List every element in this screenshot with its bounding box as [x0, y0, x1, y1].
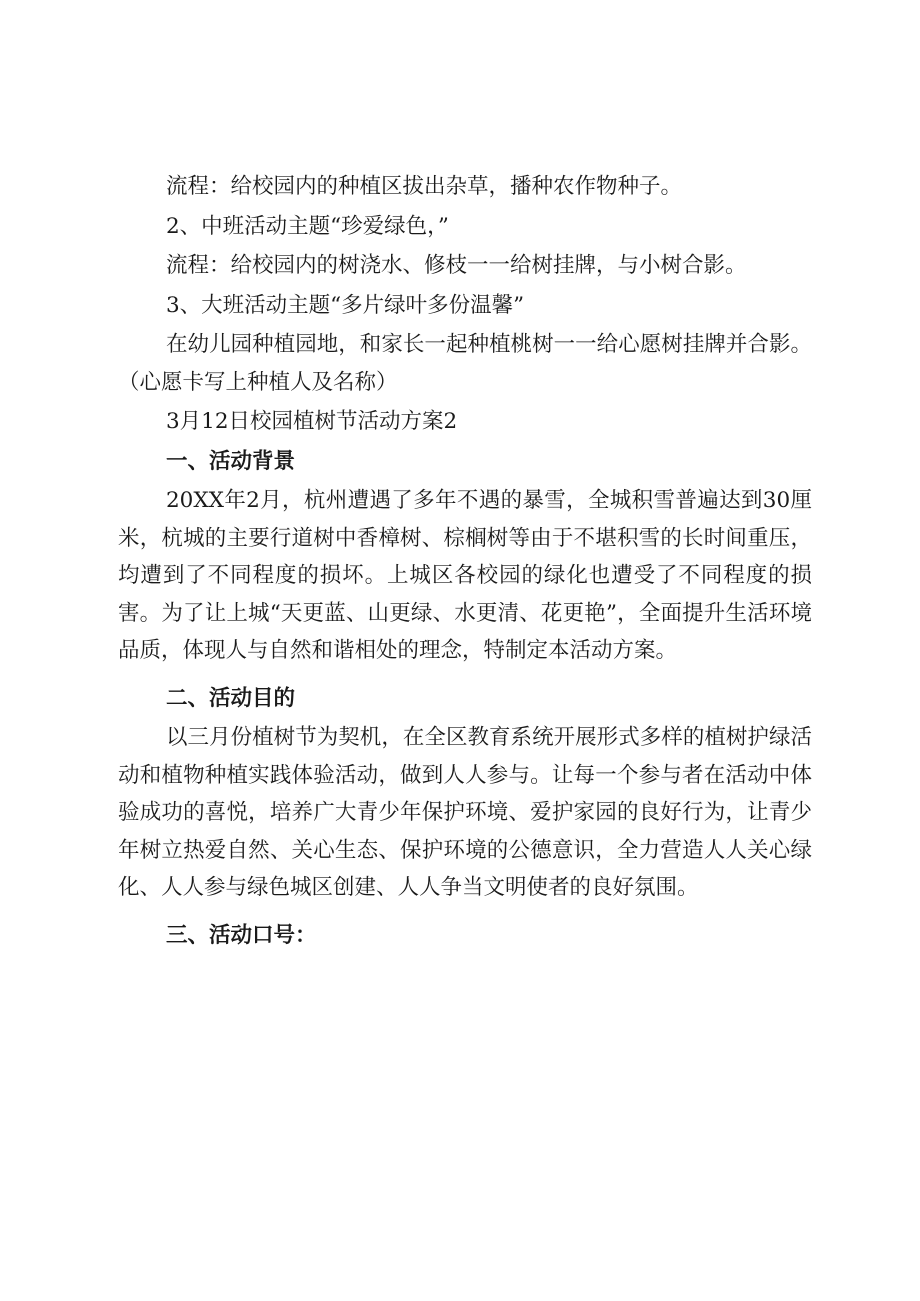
section-heading-background: 一、活动背景 — [166, 448, 296, 474]
paragraph-large-class-theme: 3、大班活动主题“多片绿叶多份温馨” — [166, 292, 525, 318]
paragraph-large-class-process: 在幼儿园种植园地，和家长一起种植桃树一一给心愿树挂牌并合影。（心愿卡写上种植人及名称） — [118, 332, 812, 395]
paragraph-background: 20XX年2月，杭州遭遇了多年不遇的暴雪，全城积雪普遍达到30厘米，杭城的主要行道树中香樟树、棕榈树等由于不堪积雪的长时间重压，均遭到了不同程度的损坏。上城区各校园的绿化也遭受了不同程度的损害。为了让上城“天更蓝、山更绿、水更清、花更艳”，全面提升生活环境品质，体现人与自然和谐相处的理念，特制定本活动方案。 — [118, 488, 812, 663]
section-heading-slogan: 三、活动口号： — [166, 922, 317, 948]
paragraph-middle-class-theme: 2、中班活动主题“珍爱绿色，” — [166, 213, 449, 239]
paragraph-plan-2-title: 3月12日校园植树节活动方案2 — [166, 409, 458, 434]
section-heading-purpose: 二、活动目的 — [166, 685, 296, 711]
paragraph-purpose: 以三月份植树节为契机，在全区教育系统开展形式多样的植树护绿活动和植物种植实践体验活动，做到人人参与。让每一个参与者在活动中体验成功的喜悦，培养广大青少年保护环境、爱护家园的良好行为，让青少年树立热爱自然、关心生态、保护环境的公德意识，全力营造人人关心绿化、人人参与绿色城区创建、人人争当文明使者的良好氛围。 — [118, 725, 812, 900]
document-body — [118, 168, 812, 954]
paragraph-process-middle-class: 流程：给校园内的树浇水、修枝一一给树挂牌，与小树合影。 — [166, 253, 747, 278]
paragraph-process-small-class: 流程：给校园内的种植区拔出杂草，播种农作物种子。 — [166, 174, 683, 199]
